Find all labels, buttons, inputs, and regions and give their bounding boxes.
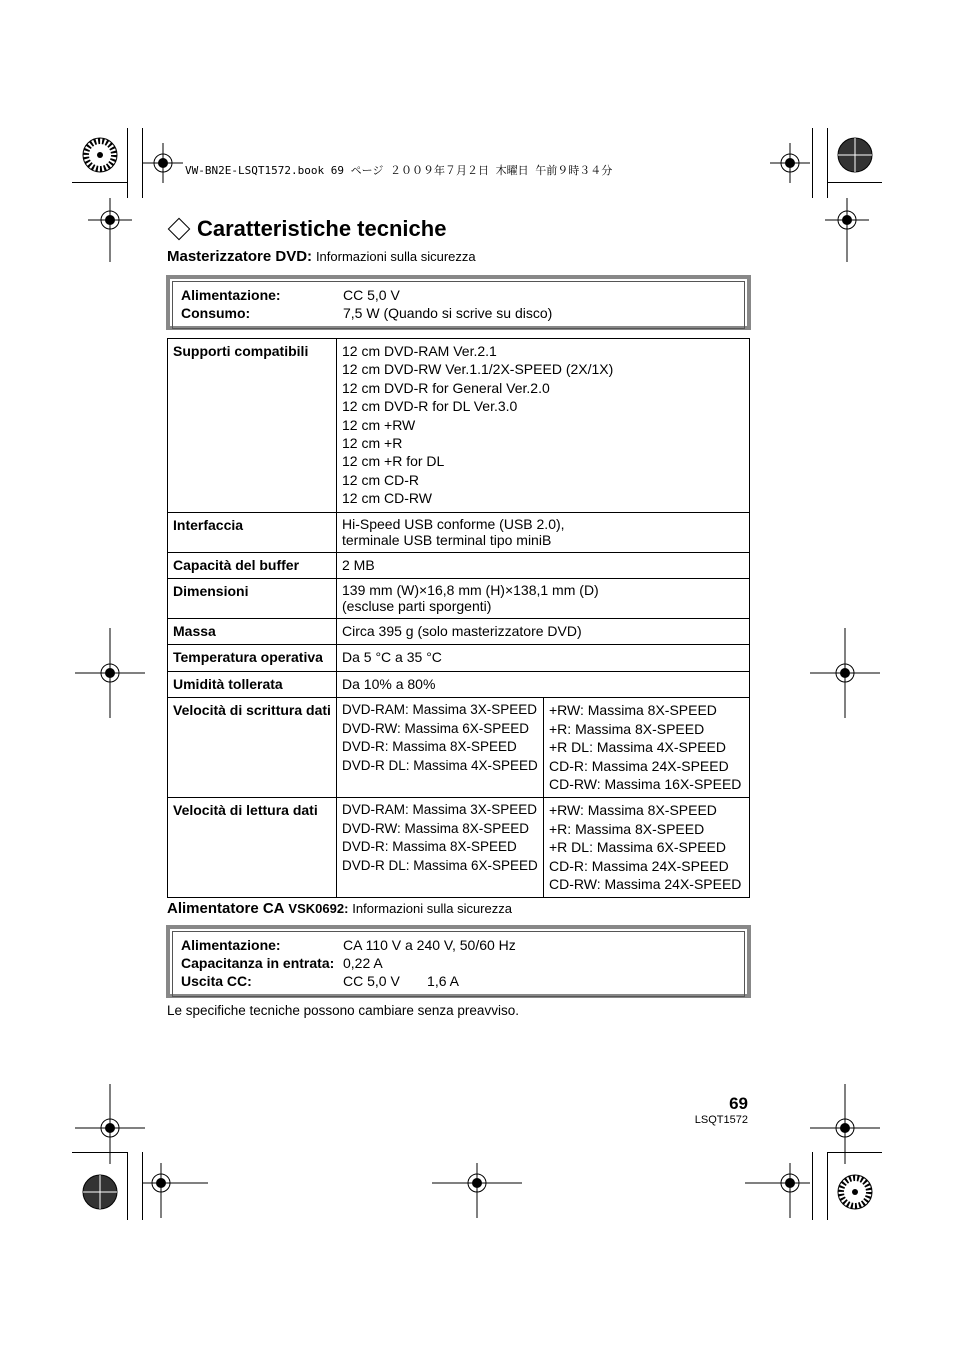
registration-target-icon — [80, 135, 120, 175]
temperature-value: Da 5 °C a 35 °C — [337, 645, 750, 671]
list-item: +RW: Massima 8X-SPEED — [549, 802, 717, 819]
registration-target-icon — [835, 1172, 875, 1212]
list-item: +RW: Massima 8X-SPEED — [549, 702, 717, 719]
row-label: Temperatura operativa — [168, 645, 337, 671]
crosshair-icon — [75, 1084, 145, 1164]
crosshair-icon — [143, 143, 183, 183]
list-item: 12 cm +R for DL — [342, 453, 445, 470]
row-label: Velocità di scrittura dati — [168, 698, 337, 798]
list-item: DVD-RAM: Massima 3X-SPEED — [342, 802, 538, 818]
list-item: DVD-RW: Massima 6X-SPEED — [342, 720, 530, 736]
crosshair-icon — [88, 198, 132, 242]
list-item: 12 cm DVD-RW Ver.1.1/2X-SPEED (2X/1X) — [342, 361, 614, 378]
list-item: CD-RW: Massima 24X-SPEED — [549, 875, 742, 892]
interface-value — [337, 512, 750, 552]
row-label: Interfaccia — [168, 512, 337, 552]
power-row — [181, 286, 736, 304]
power-label: Alimentazione: — [181, 287, 281, 303]
crosshair-icon — [75, 628, 145, 718]
table-row — [168, 619, 750, 645]
list-item: +R DL: Massima 4X-SPEED — [549, 739, 726, 756]
interface-line: terminale USB terminal tipo miniB — [342, 531, 552, 548]
list-item: 12 cm +R — [342, 435, 403, 452]
registration-target-icon — [80, 1172, 120, 1212]
dimensions-line: (escluse parti sporgenti) — [342, 598, 492, 615]
write-speed-plus-list — [544, 698, 750, 798]
table-row — [168, 512, 750, 552]
row-label: Umidità tollerata — [168, 671, 337, 697]
consumption-row — [181, 304, 736, 322]
list-item: +R: Massima 8X-SPEED — [549, 720, 705, 737]
list-item: +R DL: Massima 6X-SPEED — [549, 839, 726, 856]
page-title — [167, 216, 446, 242]
list-item: DVD-R DL: Massima 4X-SPEED — [342, 757, 538, 773]
ac-adaptor-model: VSK0692: — [288, 901, 349, 916]
consumption-label: Consumo: — [181, 305, 251, 321]
table-row — [168, 339, 750, 513]
table-row — [168, 552, 750, 578]
capacitance-label: Capacitanza in entrata: — [181, 955, 335, 971]
list-item: DVD-R: Massima 8X-SPEED — [342, 839, 517, 855]
list-item: CD-R: Massima 24X-SPEED — [549, 757, 729, 774]
page-code: LSQT1572 — [694, 1114, 748, 1126]
ac-adaptor-heading — [167, 900, 512, 917]
ac-adaptor-heading-label: Alimentatore CA — [167, 900, 285, 917]
dvd-writer-heading — [167, 248, 476, 265]
capacitance-value: 0,22 A — [343, 955, 383, 971]
list-item: 12 cm CD-RW — [342, 490, 432, 507]
power-value: CC 5,0 V — [343, 287, 400, 303]
list-item: 12 cm DVD-R for General Ver.2.0 — [342, 379, 550, 396]
crosshair-icon — [825, 198, 869, 242]
dimensions-value — [337, 579, 750, 619]
dc-output-label: Uscita CC: — [181, 973, 252, 989]
diamond-icon — [168, 218, 191, 241]
print-header: VW-BN2E-LSQT1572.book 69 ページ ２００９年７月２日 木曜日 午前９時３４分 — [185, 164, 613, 177]
list-item: 12 cm DVD-RAM Ver.2.1 — [342, 343, 497, 359]
interface-line: Hi-Speed USB conforme (USB 2.0), — [342, 515, 565, 532]
list-item: CD-RW: Massima 16X-SPEED — [549, 775, 742, 792]
list-item: DVD-R: Massima 8X-SPEED — [342, 739, 517, 755]
dc-output-value: CC 5,0 V 1,6 A — [343, 973, 459, 989]
row-label: Supporti compatibili — [168, 339, 337, 513]
buffer-value: 2 MB — [337, 552, 750, 578]
crosshair-icon — [432, 1163, 522, 1218]
dvd-writer-safety-label: Informazioni sulla sicurezza — [315, 249, 476, 264]
registration-target-icon — [835, 135, 875, 175]
input-value: CA 110 V a 240 V, 50/60 Hz — [343, 937, 516, 953]
footer-note: Le specifiche tecniche possono cambiare senza preavviso. — [167, 1003, 519, 1018]
table-row — [168, 698, 750, 798]
dc-output-row — [181, 972, 736, 990]
read-speed-dvd-list — [337, 798, 544, 898]
list-item: 12 cm +RW — [342, 416, 416, 433]
crosshair-icon — [143, 1163, 213, 1218]
table-row — [168, 645, 750, 671]
list-item: 12 cm CD-R — [342, 471, 420, 488]
table-row — [168, 671, 750, 697]
list-item: 12 cm DVD-R for DL Ver.3.0 — [342, 398, 518, 415]
ac-adaptor-power-box — [166, 925, 751, 998]
crosshair-icon — [770, 143, 810, 183]
write-speed-dvd-list — [337, 698, 544, 798]
crosshair-icon — [810, 1084, 880, 1164]
row-label: Capacità del buffer — [168, 552, 337, 578]
input-row — [181, 936, 736, 954]
list-item: DVD-RW: Massima 8X-SPEED — [342, 820, 530, 836]
page-number: 69 — [729, 1094, 748, 1113]
crosshair-icon — [745, 1163, 810, 1218]
humidity-value: Da 10% a 80% — [337, 671, 750, 697]
mass-value: Circa 395 g (solo masterizzatore DVD) — [337, 619, 750, 645]
list-item: DVD-RAM: Massima 3X-SPEED — [342, 702, 538, 718]
table-row — [168, 579, 750, 619]
consumption-value: 7,5 W (Quando si scrive su disco) — [343, 305, 553, 321]
input-label: Alimentazione: — [181, 937, 281, 953]
supported-media-list — [337, 339, 750, 513]
list-item: CD-R: Massima 24X-SPEED — [549, 857, 729, 874]
list-item: DVD-R DL: Massima 6X-SPEED — [342, 857, 538, 873]
dimensions-line: 139 mm (W)×16,8 mm (H)×138,1 mm (D) — [342, 582, 599, 599]
read-speed-plus-list — [544, 798, 750, 898]
dvd-writer-power-box — [166, 275, 751, 330]
row-label: Velocità di lettura dati — [168, 798, 337, 898]
row-label: Dimensioni — [168, 579, 337, 619]
list-item: +R: Massima 8X-SPEED — [549, 820, 705, 837]
row-label: Massa — [168, 619, 337, 645]
ac-adaptor-safety-label: Informazioni sulla sicurezza — [352, 901, 512, 916]
spec-table — [167, 338, 750, 898]
dvd-writer-heading-label: Masterizzatore DVD: — [167, 248, 313, 265]
table-row — [168, 798, 750, 898]
crosshair-icon — [810, 628, 880, 718]
capacitance-row — [181, 954, 736, 972]
page-title-text: Caratteristiche tecniche — [197, 216, 447, 241]
